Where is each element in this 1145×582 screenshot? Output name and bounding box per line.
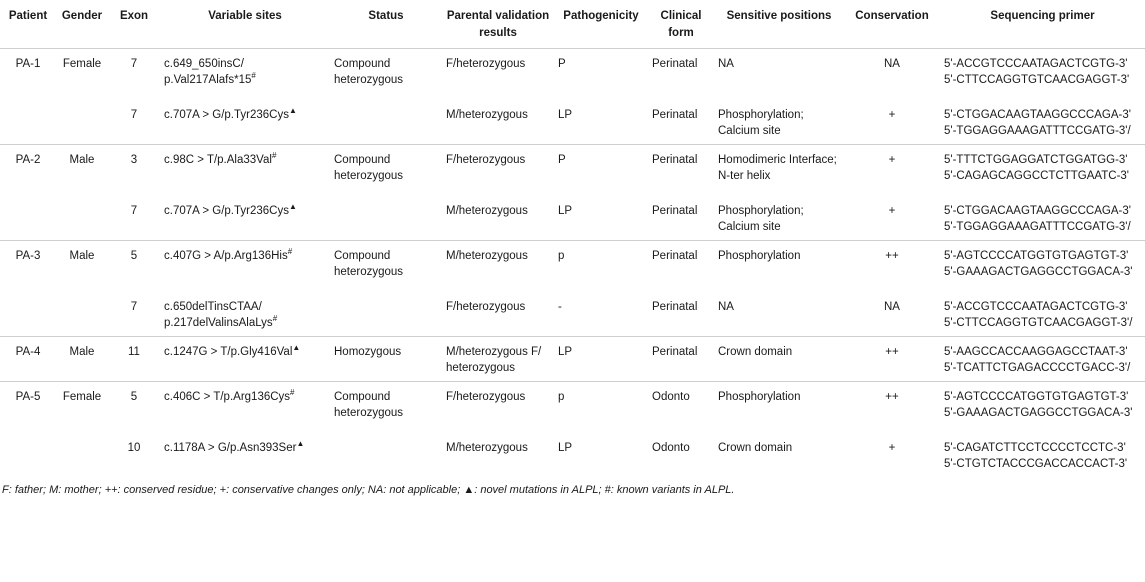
cell-status: Homozygous [330, 336, 442, 381]
cell-variable-site [160, 426, 330, 477]
cell-sequencing-primer: 5'-CTGGACAAGTAAGGCCCAGA-3' 5'-TGGAGGAAAGATTTCCGATG-3'/ [944, 204, 1131, 233]
cell-clinical-form: Perinatal [648, 144, 714, 189]
cell-gender: Female [56, 48, 108, 93]
variant-marker: # [287, 246, 293, 256]
cell-sensitive-positions: Phosphorylation; Calcium site [718, 108, 804, 137]
cell-exon: 3 [108, 144, 160, 189]
header-status: Status [330, 0, 442, 48]
variant-text: c.707A > G/p.Tyr236Cys [164, 108, 289, 121]
variant-marker: # [271, 150, 277, 160]
cell-sequencing-primer: 5'-TTTCTGGAGGATCTGGATGG-3' 5'-CAGAGCAGGCCTCTTGAATC-3' [940, 144, 1145, 189]
cell-patient [0, 189, 56, 241]
cell-sequencing-primer: 5'-CTGGACAAGTAAGGCCCAGA-3' 5'-TGGAGGAAAGATTTCCGATG-3'/ [944, 108, 1131, 137]
cell-variable-site [160, 189, 330, 241]
cell-pathogenicity: LP [558, 441, 573, 454]
cell-clinical-form: Perinatal [652, 108, 698, 121]
variant-marker: # [290, 387, 295, 397]
variant-text: c.98C > T/p.Ala33Val [164, 153, 272, 166]
cell-pathogenicity: P [554, 48, 648, 93]
cell-sensitive-positions: NA [718, 300, 734, 313]
header-gender: Gender [56, 0, 108, 48]
cell-conservation: NA [884, 300, 900, 313]
cell-sequencing-primer: 5'-AGTCCCCATGGTGTGAGTGT-3' 5'-GAAAGACTGAGGCCTGGACA-3' [940, 240, 1145, 285]
header-parental-validation: Parental validation results [442, 0, 554, 48]
cell-sequencing-primer: 5'-AAGCCACCAAGGAGCCTAAT-3' 5'-TCATTCTGAGACCCCTGACC-3'/ [940, 336, 1145, 381]
cell-sensitive-positions: Phosphorylation; Calcium site [718, 204, 804, 233]
cell-variable-site [160, 48, 330, 93]
cell-exon: 7 [130, 108, 138, 121]
cell-clinical-form: Perinatal [652, 300, 698, 313]
variant-text: c.1178A > G/p.Asn393Ser [164, 441, 297, 454]
cell-conservation: + [888, 204, 896, 217]
cell-gender [56, 93, 108, 145]
cell-exon: 5 [108, 381, 160, 426]
variant-marker: ▲ [288, 105, 297, 115]
variant-marker: ▲ [292, 342, 301, 352]
cell-clinical-form: Odonto [648, 381, 714, 426]
cell-pathogenicity: - [558, 300, 562, 313]
cell-conservation: ++ [844, 336, 940, 381]
cell-sensitive-positions: Phosphorylation [714, 240, 844, 285]
table-row [0, 381, 1145, 426]
variant-marker: # [272, 314, 278, 324]
cell-status: Compound heterozygous [330, 144, 442, 189]
cell-patient: PA-5 [0, 381, 56, 426]
header-sequencing-primer: Sequencing primer [940, 0, 1145, 48]
cell-conservation: + [888, 108, 896, 121]
header-variable-sites: Variable sites [160, 0, 330, 48]
cell-clinical-form: Odonto [652, 441, 690, 454]
cell-parental: F/heterozygous [442, 381, 554, 426]
header-exon: Exon [108, 0, 160, 48]
cell-variable-site [160, 93, 330, 145]
variant-marker: # [251, 71, 256, 81]
cell-sensitive-positions: Crown domain [718, 441, 793, 454]
table-row [0, 48, 1145, 93]
cell-parental: M/heterozygous [446, 441, 528, 454]
cell-sequencing-primer: 5'-ACCGTCCCAATAGACTCGTG-3' 5'-CTTCCAGGTGTCAACGAGGT-3' [940, 48, 1145, 93]
cell-gender: Male [56, 336, 108, 381]
cell-clinical-form: Perinatal [648, 336, 714, 381]
cell-patient [0, 285, 56, 337]
cell-pathogenicity: P [554, 144, 648, 189]
header-conservation: Conservation [844, 0, 940, 48]
cell-sequencing-primer: 5'-AGTCCCCATGGTGTGAGTGT-3' 5'-GAAAGACTGAGGCCTGGACA-3' [940, 381, 1145, 426]
cell-pathogenicity: LP [558, 204, 573, 217]
header-patient: Patient [0, 0, 56, 48]
cell-gender: Male [56, 240, 108, 285]
table-row [0, 189, 1145, 241]
cell-variable-site [160, 381, 330, 426]
cell-gender: Male [56, 144, 108, 189]
cell-conservation: ++ [844, 381, 940, 426]
cell-parental: M/heterozygous [446, 108, 528, 121]
cell-exon: 7 [130, 204, 138, 217]
header-clinical-form: Clinical form [648, 0, 714, 48]
table-row [0, 285, 1145, 337]
cell-gender: Female [56, 381, 108, 426]
cell-parental: F/heterozygous [446, 300, 526, 313]
cell-exon: 7 [108, 48, 160, 93]
cell-pathogenicity: LP [558, 108, 573, 121]
cell-pathogenicity: p [554, 240, 648, 285]
cell-patient: PA-3 [0, 240, 56, 285]
cell-status: Compound heterozygous [330, 240, 442, 285]
table-footnote: F: father; M: mother; ++: conserved residue; +: conservative changes only; NA: not applicable; ▲: novel mutations in ALPL; #: known variants in ALPL. [2, 483, 735, 496]
cell-sensitive-positions: NA [714, 48, 844, 93]
cell-variable-site [160, 336, 330, 381]
cell-patient: PA-4 [0, 336, 56, 381]
variant-text: c.407G > A/p.Arg136His [164, 249, 288, 262]
cell-conservation: + [888, 441, 896, 454]
cell-gender [56, 426, 108, 477]
variant-marker: ▲ [296, 438, 305, 448]
cell-variable-site [160, 240, 330, 285]
header-pathogenicity: Pathogenicity [554, 0, 648, 48]
cell-clinical-form: Perinatal [648, 48, 714, 93]
cell-sensitive-positions: Homodimeric Interface; N-ter helix [714, 144, 844, 189]
cell-parental: F/heterozygous [442, 48, 554, 93]
cell-status: Compound heterozygous [330, 48, 442, 93]
variant-text: c.406C > T/p.Arg136Cys [164, 390, 291, 403]
cell-patient [0, 426, 56, 477]
cell-parental: M/heterozygous [442, 240, 554, 285]
cell-sequencing-primer: 5'-ACCGTCCCAATAGACTCGTG-3' 5'-CTTCCAGGTGTCAACGAGGT-3'/ [944, 300, 1133, 329]
cell-status [330, 285, 442, 337]
cell-clinical-form: Perinatal [652, 204, 698, 217]
table-row [0, 93, 1145, 145]
variant-text: c.707A > G/p.Tyr236Cys [164, 204, 289, 217]
cell-gender [56, 189, 108, 241]
variant-text: c.1247G > T/p.Gly416Val [164, 345, 293, 358]
cell-pathogenicity: LP [554, 336, 648, 381]
table-row [0, 240, 1145, 285]
cell-gender [56, 285, 108, 337]
cell-status [330, 93, 442, 145]
cell-pathogenicity: p [554, 381, 648, 426]
cell-conservation: + [844, 144, 940, 189]
header-row [0, 0, 1145, 48]
cell-clinical-form: Perinatal [648, 240, 714, 285]
cell-exon: 7 [130, 300, 138, 313]
cell-patient: PA-2 [0, 144, 56, 189]
cell-patient [0, 93, 56, 145]
cell-patient: PA-1 [0, 48, 56, 93]
table-row [0, 426, 1145, 477]
variant-text: c.649_650insC/ p.Val217Alafs*15 [164, 57, 252, 86]
cell-sequencing-primer: 5'-CAGATCTTCCTCCCCTCCTC-3' 5'-CTGTCTACCCGACCACCACT-3' [944, 441, 1128, 470]
header-sensitive-positions: Sensitive positions [714, 0, 844, 48]
cell-exon: 5 [108, 240, 160, 285]
cell-parental: F/heterozygous [442, 144, 554, 189]
cell-conservation: ++ [844, 240, 940, 285]
cell-variable-site [160, 144, 330, 189]
cell-status [330, 426, 442, 477]
cell-status: Compound heterozygous [330, 381, 442, 426]
cell-variable-site [160, 285, 330, 337]
variant-marker: ▲ [288, 201, 297, 211]
cell-parental: M/heterozygous F/ heterozygous [442, 336, 554, 381]
cell-exon: 11 [108, 336, 160, 381]
variant-text: c.650delTinsCTAA/ p.217delValinsAlaLys [164, 300, 273, 329]
table-row [0, 336, 1145, 381]
cell-parental: M/heterozygous [446, 204, 528, 217]
cell-conservation: NA [844, 48, 940, 93]
cell-exon: 10 [127, 441, 141, 454]
cell-sensitive-positions: Phosphorylation [714, 381, 844, 426]
cell-status [330, 189, 442, 241]
table-row [0, 144, 1145, 189]
cell-sensitive-positions: Crown domain [714, 336, 844, 381]
